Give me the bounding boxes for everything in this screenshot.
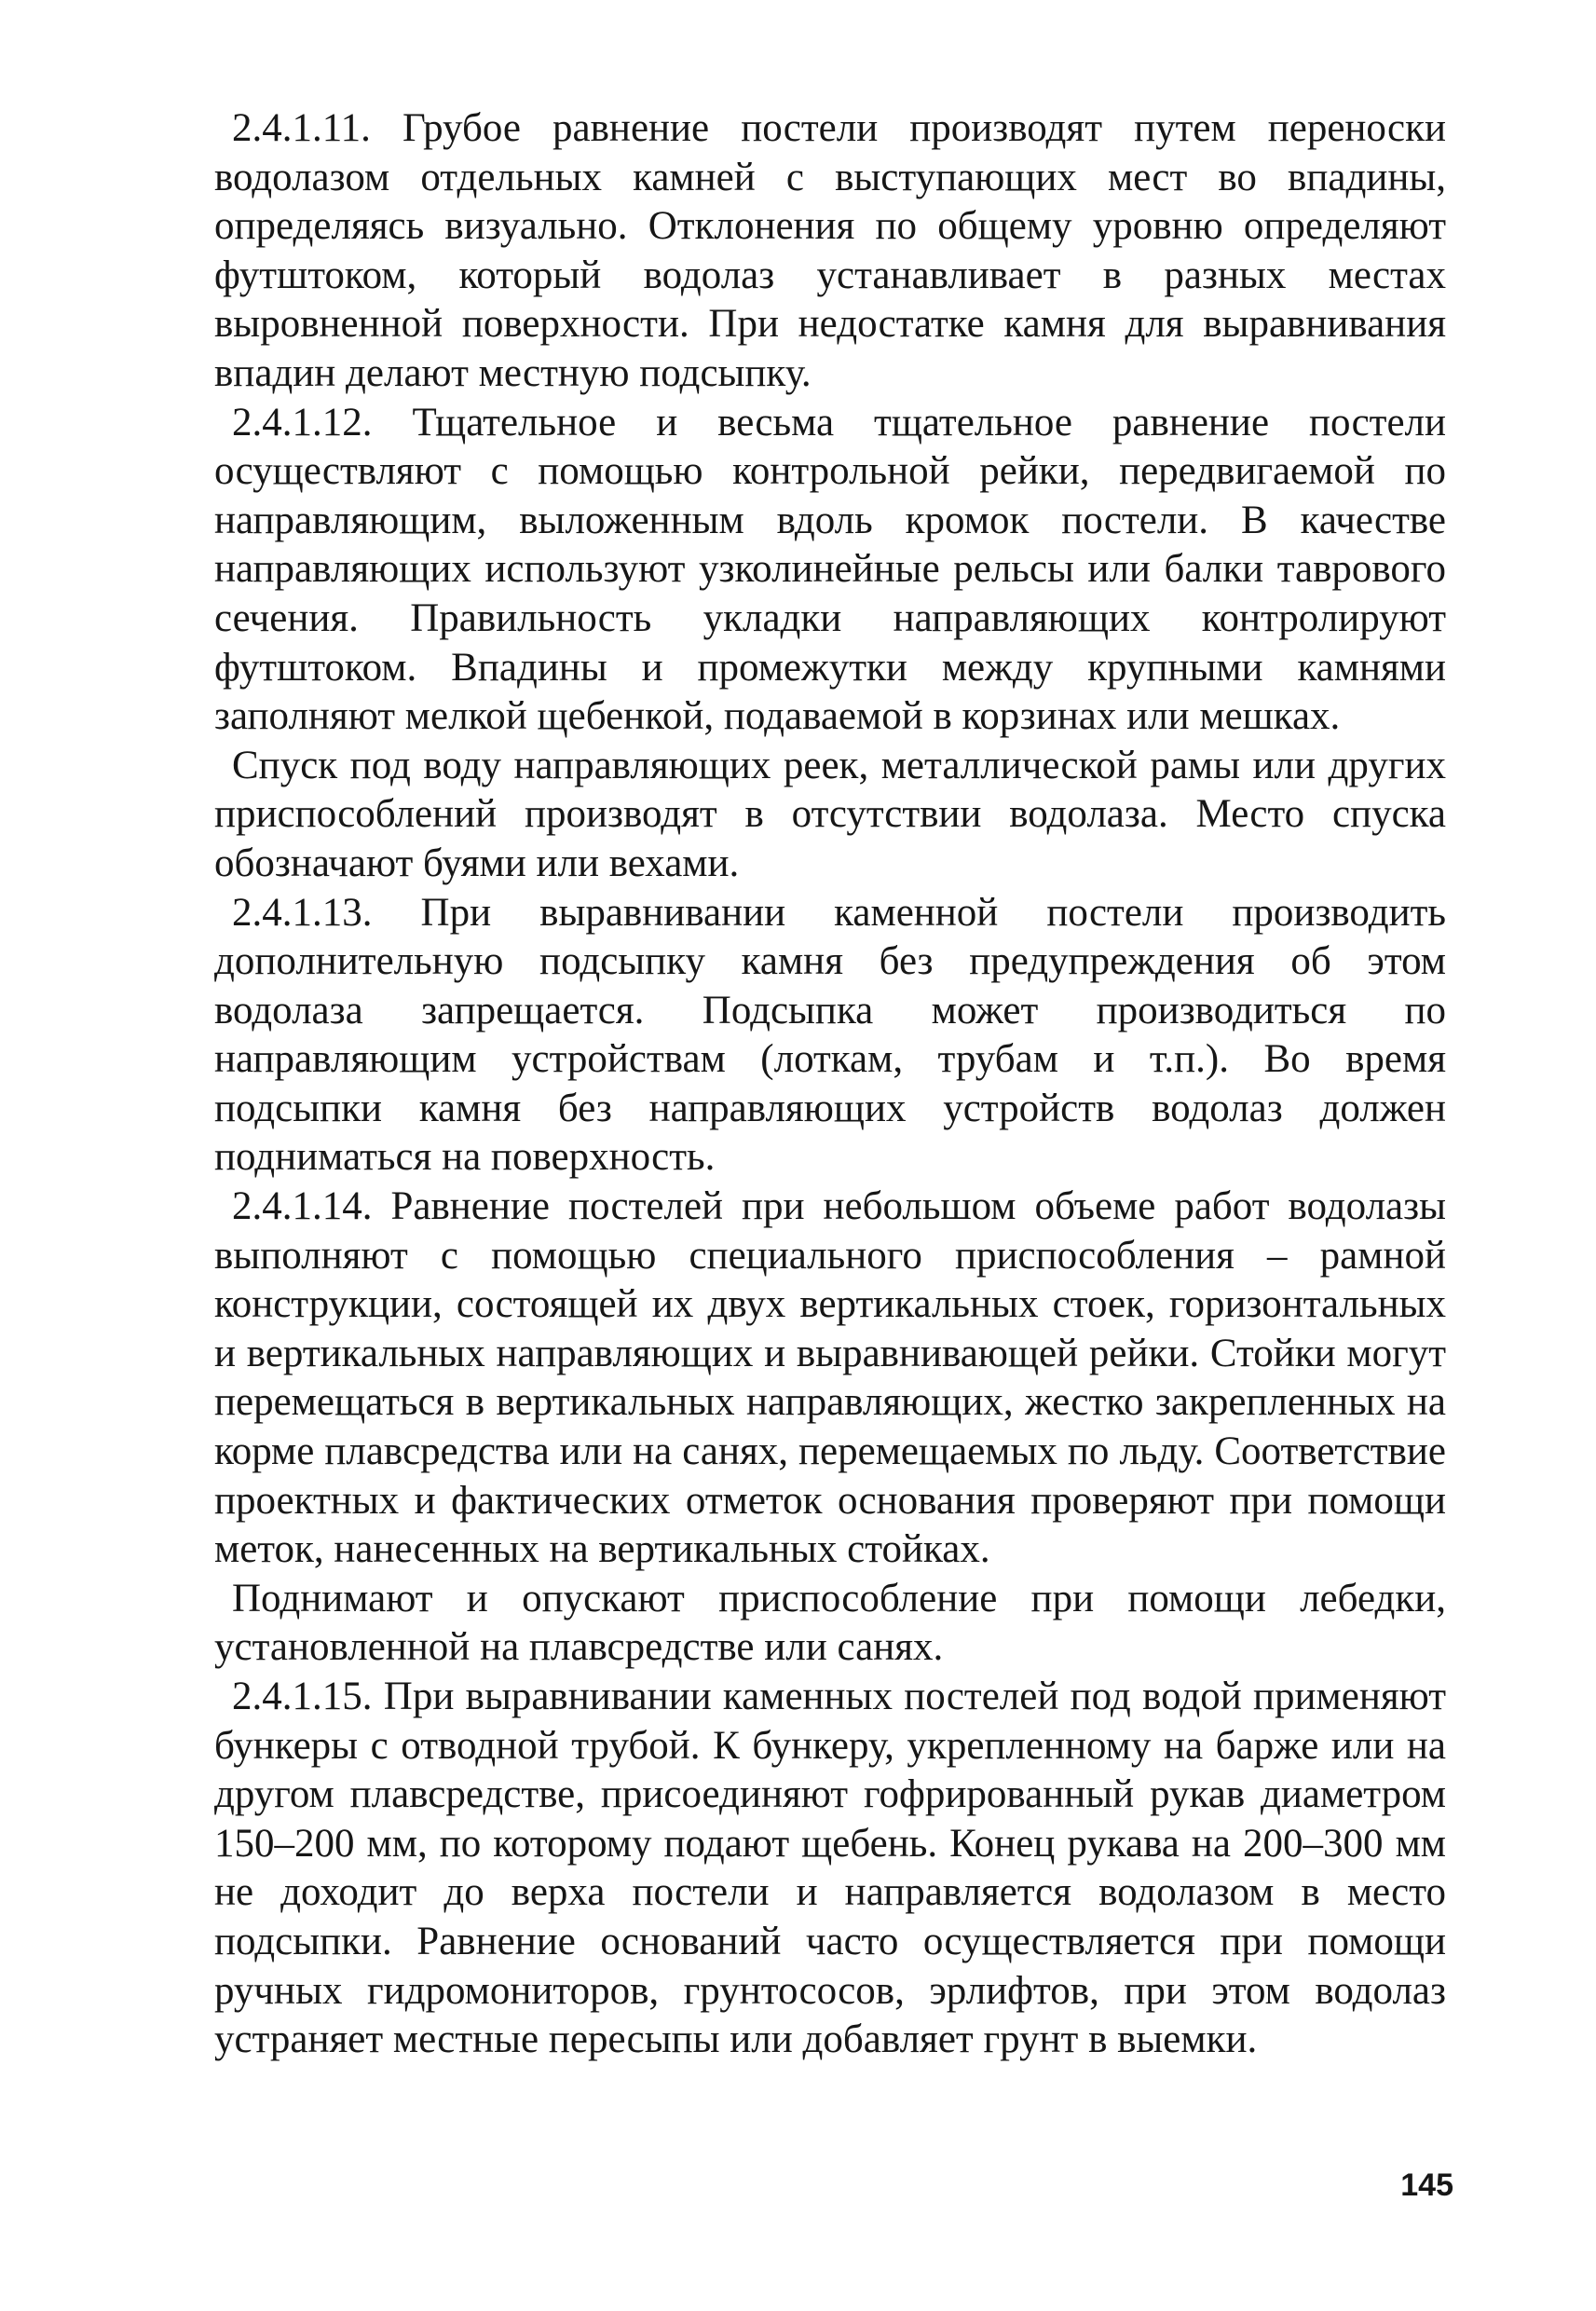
- paragraph-2-4-1-12: 2.4.1.12. Тщательное и весьма тщательное равнение постели осуществляют с помощью контрольной рейки, передвигаемой по направляющим, выложенным вдоль кромок постели. В качестве направляющих используют узколинейные рельсы или балки таврового сечения. Правильность укладки направляющих контролируют футштоком. Впадины и промежутки между крупными камнями заполняют мелкой щебенкой, подаваемой в корзинах или мешках.: [214, 400, 1446, 739]
- paragraph-2-4-1-15: 2.4.1.15. При выравнивании каменных постелей под водой применяют бункеры с отводной трубой. К бункеру, укрепленному на барже или на другом плавсредстве, присоединяют гофрированный рукав диаметром 150–200 мм, по которому подают щебень. Конец рукава на 200–300 мм не доходит до верха постели и направляется водолазом в место подсыпки. Равнение оснований часто осуществляется при помощи ручных гидромониторов, грунтососов, эрлифтов, при этом водолаз устраняет местные пересыпы или добавляет грунт в выемки.: [214, 1675, 1446, 2062]
- paragraph-device-winch: Поднимают и опускают приспособление при помощи лебедки, установленной на плавсредстве или санях.: [214, 1576, 1446, 1670]
- paragraph-guide-lowering: Спуск под воду направляющих реек, металлической рамы или других приспособлений производят в отсутствии водолаза. Место спуска обозначают буями или вехами.: [214, 743, 1446, 885]
- paragraph-2-4-1-11: 2.4.1.11. Грубое равнение постели производят путем переноски водолазом отдельных камней с выступающих мест во впадины, определяясь визуально. Отклонения по общему уровню определяют футштоком, который водолаз устанавливает в разных местах выровненной поверхности. При недостатке камня для выравнивания впадин делают местную подсыпку.: [214, 106, 1446, 395]
- paragraph-2-4-1-13: 2.4.1.13. При выравнивании каменной постели производить дополнительную подсыпку камня без предупреждения об этом водолаза запрещается. Подсыпка может производиться по направляющим устройствам (лоткам, трубам и т.п.). Во время подсыпки камня без направляющих устройств водолаз должен подниматься на поверхность.: [214, 890, 1446, 1180]
- page-number: 145: [1400, 2167, 1453, 2203]
- body-text: [214, 104, 1446, 2065]
- paragraph-2-4-1-14: 2.4.1.14. Равнение постелей при небольшом объеме работ водолазы выполняют с помощью специального приспособления – рамной конструкции, состоящей их двух вертикальных стоек, горизонтальных и вертикальных направляющих и выравнивающей рейки. Стойки могут перемещаться в вертикальных направляющих, жестко закрепленных на корме плавсредства или на санях, перемещаемых по льду. Соответствие проектных и фактических отметок основания проверяют при помощи меток, нанесенных на вертикальных стойках.: [214, 1184, 1446, 1572]
